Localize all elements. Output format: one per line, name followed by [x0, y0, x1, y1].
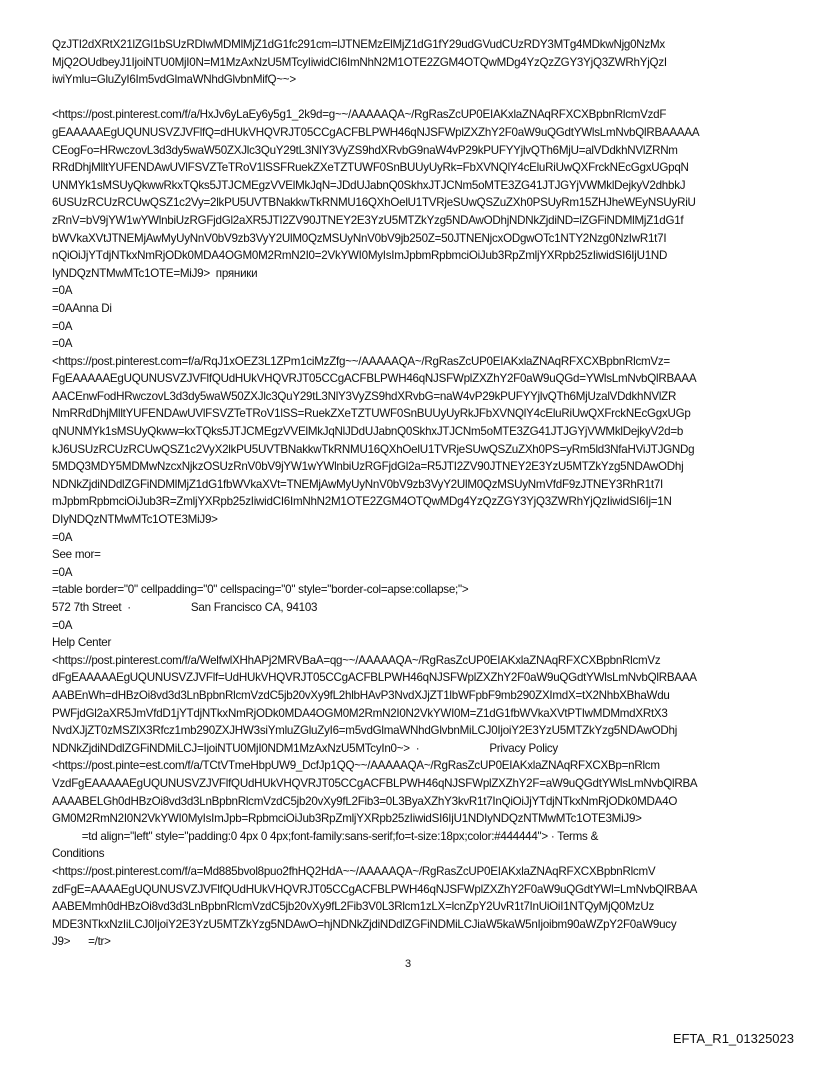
terms-text-block — [52, 757, 812, 951]
text-line: NmRRdDhjMlltYUFENDAwUVlFSVZTeTRoV1lSS=RuekZXeTZTUWF0SnBUUyUyRkJFbXVNQlY4cEluRiUwQXFrckNEcGgxUGp — [52, 407, 691, 421]
text-line: 5MDQ3MDY5MDMwNzcxNjkzOSUzRnV0bV9jYW1wYWlnbiUzRGFjdGl2a=R5JTI2ZV90JTNEY2E3YzU5MTZkYzg5NDAwODhj — [52, 460, 684, 474]
text-line: zdFgE=AAAAEgUQUNUSVZJVFlfQUdHUkVHQVRJT05CCgACFBLPWH46qNJSFWplZXZhY2F0aW9uQGdtYWl=LmNvbQlRBAA — [52, 882, 698, 896]
email-source-text-block — [52, 36, 812, 599]
text-line: =0A — [52, 530, 73, 544]
text-line: <https://post.pinterest.com=f/a/RqJ1xOEZ3L1ZPm1ciMzZfg~~/AAAAAQA~/RgRasZcUP0EIAKxlaZNAqRFXCXBpbnRlcmVz= — [52, 354, 670, 368]
text-line: zRnV=bV9jYW1wYWlnbiUzRGFjdGl2aXR5JTI2ZV90JTNEY2E3YzU5MTZkYzg5NDAwODhjNDNkZjdiND=lZGFiNDMlMjZ1dG1f — [52, 213, 684, 227]
text-line: Conditions — [52, 847, 105, 861]
text-line: iwiYmlu=GluZyI6Im5vdGlmaWNhdGlvbnMifQ~~> — [52, 73, 296, 87]
text-line: UNMYk1sMSUyQkwwRkxTQks5JTJCMEgzVVElMkJqN=JDdUJabnQ0SkhxJTJCNm5oMTE3ZG41JTJGYjVWMklDejkyV2dhbkJ — [52, 178, 686, 192]
text-line: gEAAAAAEgUQUNUSVZJVFlfQ=dHUkVHQVRJT05CCgACFBLPWH46qNJSFWplZXZhY2F0aW9uQGdtYWlsLmNvbQlRBAAAAA — [52, 125, 700, 139]
text-line: AAAABELGh0dHBzOi8vd3d3LnBpbnRlcmVzdC5jb20vXy9fL2Fib3=0L3ByaXZhY3kvR1t7InQiOiJjYTdjNTkxNmRjODk0MDA4O — [52, 794, 678, 808]
document-body — [52, 36, 812, 951]
text-line: =0A — [52, 319, 73, 333]
text-line: NvdXJjZT0zMSZlX3Rfcz1mb290ZXJHW3siYmluZGluZyI6=m5vdGlmaWNhdGlvbnMiLCJ0IjoiY2E3YzU5MTZkYzg5NDAwODhj — [52, 724, 678, 738]
text-line: =td align="left" style="padding:0 4px 0 4px;font-family:sans-serif;fo=t-size:18px;color:#444444"> · Terms & — [52, 829, 599, 843]
privacy-line — [52, 740, 812, 758]
address-street: 572 7th Street · — [52, 601, 131, 614]
page-number: 3 — [404, 958, 412, 970]
privacy-policy-link[interactable]: Privacy Policy — [489, 741, 558, 755]
text-line: PWFjdGl2aXR5JmVfdD1jYTdjNTkxNmRjODk0MDA4OGM0M2RmN2I0N2VkYWI0M=Z1dG1fbWVkaXVtPTIwMDMmdXRtX3 — [52, 706, 668, 720]
help-center-text-block — [52, 617, 812, 740]
text-line: qNUNMYk1sMSUyQkww=kxTQks5JTJCMEgzVVElMkJqNlJDdUJabnQ0SkhxJTJCNm5oMTE3ZG41JTJGYjVWMklDejkyV2d=b — [52, 425, 684, 439]
text-line: bWVkaXVtJTNEMjAwMyUyNnV0bV9zb3VyY2UlM0QzMSUyNnV0bV9jb250Z=50JTNENjcxODgwOTc1NTY2Nzg0NzIwR1t7I — [52, 231, 667, 245]
text-line: See mor= — [52, 548, 101, 562]
address-city: San Francisco CA, 94103 — [190, 601, 318, 614]
text-line: Help Center — [52, 636, 112, 650]
bates-stamp: EFTA_R1_01325023 — [672, 1031, 794, 1046]
text-line: J9> =/tr> — [52, 935, 111, 949]
text-line: <https://post.pinte=est.com/f/a/TCtVTmeHbpUW9_DcfJp1QQ~~/AAAAAQA~/RgRasZcUP0EIAKxlaZNAqRFXCXBp=nRlcm — [52, 759, 660, 773]
text-line: =table border="0" cellpadding="0" cellspacing="0" style="border-col=apse:collapse;"> — [52, 583, 469, 597]
text-line: dFgEAAAAAEgUQUNUSVZJVFlf=UdHUkVHQVRJT05CCgACFBLPWH46qNJSFWplZXZhY2F0aW9uQGdtYWlsLmNvbQlRBAAA — [52, 671, 697, 685]
text-line: NDNkZjdiNDdlZGFiNDMlMjZ1dG1fbWVkaXVt=TNEMjAwMyUyNnV0bV9zb3VyY2UlM0QzMSUyNmVfdF9zJTNEY3RhR1t7I — [52, 477, 664, 491]
text-line: =0A — [52, 284, 73, 298]
text-line: IyNDQzNTMwMTc1OTE=MiJ9> пряники — [52, 266, 258, 280]
text-line: AABEnWh=dHBzOi8vd3d3LnBpbnRlcmVzdC5jb20vXy9fL2hlbHAvP3NvdXJjZT1lbWFpbF9mb290ZXImdX=tX2NhbXBhaWdu — [52, 688, 670, 702]
text-line: =0A — [52, 337, 73, 351]
footer-address — [52, 599, 812, 617]
text-line: DIyNDQzNTMwMTc1OTE3MiJ9> — [52, 513, 218, 527]
text-line: 6USUzRCUzRCUwQSZ1c2Vy=2lkPU5UVTBNakkwTkRNMU16QXhOelU1TVRjeSUwQSZuZXh0PSUyRm15ZHJheWEyNSUyRiU — [52, 196, 696, 210]
text-line: FgEAAAAAEgUQUNUSVZJVFlfQUdHUkVHQVRJT05CCgACFBLPWH46qNJSFWplZXZhY2F0aW9uQGd=YWlsLmNvbQlRBAAA — [52, 372, 697, 386]
text-line: CEogFo=HRwczovL3d3dy5waW50ZXJlc3QuY29tL3NlY3VyZS9hdXRvbG9naW4vP29kPUFYYjlvQTh6MjU=alVDdkhNVlZRNm — [52, 143, 678, 157]
text-line: MjQ2OUdbeyJ1IjoiNTU0MjI0N=M1MzAxNzU5MTcyIiwidCI6ImNhN2M1OTE2ZGM4OTQwMDg4YzQzZGY3YjQ3ZWRhYjQzI — [52, 55, 667, 69]
text-line: =0AAnna Di — [52, 301, 112, 315]
privacy-url-tail: NDNkZjdiNDdlZGFiNDMiLCJ=IjoiNTU0MjI0NDM1MzAxNzU5MTcyIn0~> · — [52, 741, 420, 755]
text-line: <https://post.pinterest.com/f/a/HxJv6yLaEy6y5g1_2k9d=g~~/AAAAAQA~/RgRasZcUP0EIAKxlaZNAqRFXCXBpbnRlcmVzdF — [52, 108, 667, 122]
text-line: VzdFgEAAAAAEgUQUNUSVZJVFlfQUdHUkVHQVRJT05CCgACFBLPWH46qNJSFWplZXZhY2F=aW9uQGdtYWlsLmNvbQlRBA — [52, 776, 698, 790]
text-line: mJpbmRpbmciOiJub3R=ZmljYXRpb25zIiwidCI6ImNhN2M1OTE2ZGM4OTQwMDg4YzQzZGY3YjQ3ZWRhYjQzIiwidSI6Ij=1N — [52, 495, 672, 509]
text-line: <https://post.pinterest.com/f/a=Md885bvol8puo2fhHQ2HdA~~/AAAAAQA~/RgRasZcUP0EIAKxlaZNAqRFXCXBpbnRlcmV — [52, 864, 656, 878]
text-line: AACEnwFodHRwczovL3d3dy5waW50ZXJlc3QuY29tL3NlY3VyZS9hdXRvbG=naW4vP29kPUFYYjlvQTh6MjUzalVDdkhNVlZR — [52, 389, 677, 403]
text-line: <https://post.pinterest.com/f/a/WelfwlXHhAPj2MRVBaA=qg~~/AAAAAQA~/RgRasZcUP0EIAKxlaZNAqRFXCXBpbnRlcmVz — [52, 653, 661, 667]
text-line: kJ6USUzRCUzRCUwQSZ1c2VyX2lkPU5UVTBNakkwTkRNMU16QXhOelU1TVRjeSUwQSZuZXh0PS=yRm5ld3NfaHViJTJGNDg — [52, 442, 695, 456]
text-line — [52, 89, 812, 107]
text-line: AABEMmh0dHBzOi8vd3d3LnBpbnRlcmVzdC5jb20vXy9fL2Fib3V0L3Rlcm1zLX=lcnZpY2UvR1t7InUiOiI1NTQyMjQ0MzUz — [52, 900, 655, 914]
text-line: GM0M2RmN2I0N2VkYWI0MyIsImJpb=RpbmciOiJub3RpZmljYXRpb25zIiwidSI6IjU1NDIyNDQzNTMwMTc1OTE3MiJ9> — [52, 812, 642, 826]
text-line: =0A — [52, 565, 73, 579]
text-line: QzJTI2dXRtX21lZGl1bSUzRDIwMDMlMjZ1dG1fc291cm=lJTNEMzElMjZ1dG1fY29udGVudCUzRDY3MTg4MDkwNjg0NzMx — [52, 38, 665, 51]
text-line: =0A — [52, 618, 73, 632]
text-line: nQiOiJjYTdjNTkxNmRjODk0MDA4OGM0M2RmN2I0=2VkYWI0MyIsImJpbmRpbmciOiJub3RpZmljYXRpb25zIiwidSI6IjU1ND — [52, 249, 668, 263]
text-line: MDE3NTkxNzIiLCJ0IjoiY2E3YzU5MTZkYzg5NDAwO=hjNDNkZjdiNDdlZGFiNDMiLCJiaW5kaW5nIjoibm90aWZpY2F0aW9ucy — [52, 917, 677, 931]
text-line: RRdDhjMlltYUFENDAwUVlFSVZTeTRoV1lSSFRuekZXeTZTUWF0SnBUUyUyRk=FbXVNQlY4cEluRiUwQXFrckNEcGgxUGpqN — [52, 161, 689, 175]
